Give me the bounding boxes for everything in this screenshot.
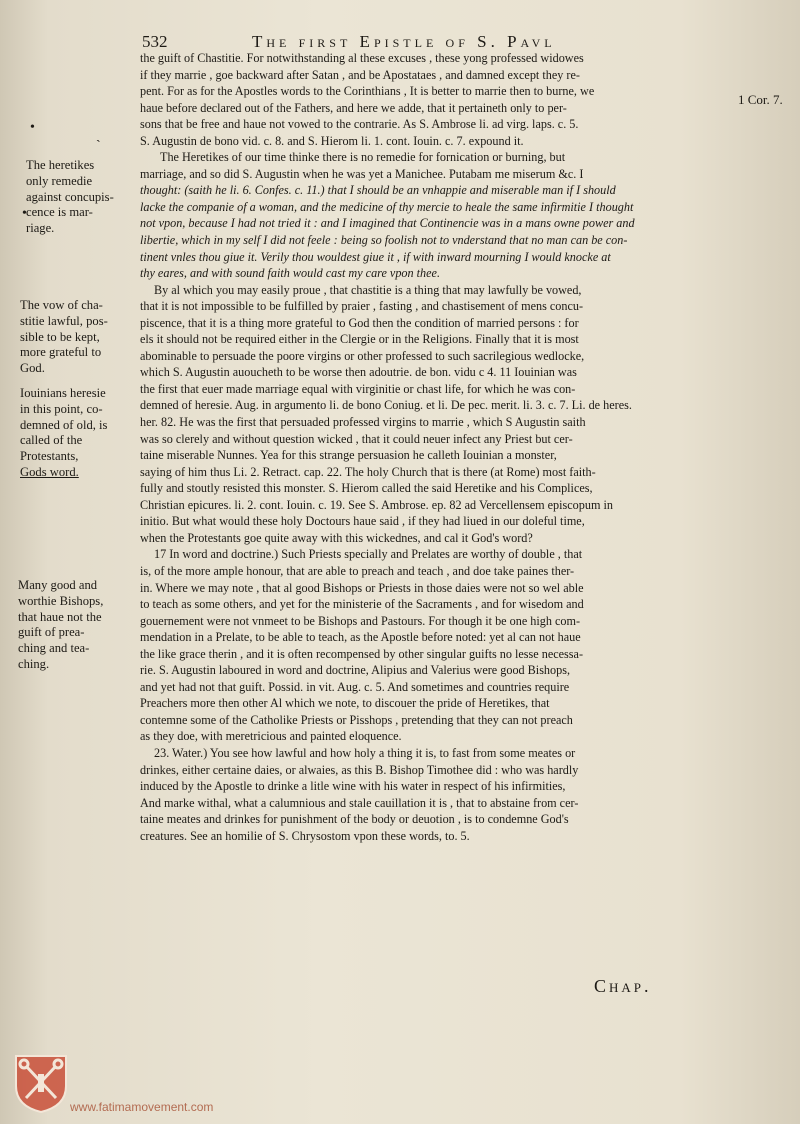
text-line: that it is not impossible to be fulfilled by praier , fasting , and chastisement of mens concu-: [140, 299, 584, 314]
text-line: which S. Augustin auoucheth to be worse then adoutrie. de bon. vidu c 4. 11 Iouinian was: [140, 365, 577, 380]
side-note-line: called of the: [20, 433, 83, 448]
text-line: piscence, that it is a thing more grateful to God then the condition of married persons : for: [140, 315, 579, 330]
text-line: marriage, and so did S. Augustin when he was yet a Manichee. Putabam me miserum &c. I: [140, 166, 584, 181]
side-note-line: The vow of cha-: [20, 298, 103, 312]
paragraph-3: [140, 282, 740, 547]
text-line: fully and stoutly resisted this monster. S. Hierom called the said Heretike and his Complices,: [140, 481, 593, 496]
watermark-url[interactable]: www.fatimamovement.com: [70, 1100, 214, 1114]
text-line: contemne some of the Catholike Priests or Pisshops , pretending that they can not preach: [140, 712, 573, 727]
side-note-bishops: [18, 578, 103, 673]
text-line: the guift of Chastitie. For notwithstanding al these excuses , these yong professed widowes: [140, 51, 584, 65]
text-line: taine miserable Nunnes. Yea for this strange persuasion he calleth Iouinian a monster,: [140, 448, 557, 463]
paragraph-5: [140, 745, 740, 844]
text-line: initio. But what would these holy Doctours haue said , if they had liued in our doleful time,: [140, 514, 585, 529]
side-note-line: Gods word.: [20, 464, 79, 479]
paragraph-2: [140, 149, 740, 281]
side-note-line: worthie Bishops,: [18, 593, 104, 608]
text-line: taine meates and drinkes for punishment of the body or deuotion , is to condemne God's: [140, 812, 569, 827]
side-note-heretikes: [26, 158, 114, 237]
text-line: drinkes, either certaine daies, or alwaies, as this B. Bishop Timothee did : who was hardly: [140, 762, 579, 777]
text-line: thought: (saith he li. 6. Confes. c. 11.) that I should be an vnhappie and miserable man if I should: [140, 183, 616, 198]
text-line: to teach as some others, and yet for the ministerie of the Sacraments , and for wisedom and: [140, 597, 584, 612]
margin-mark-icon: ˏ: [96, 128, 101, 143]
side-note-line: against concupis-: [26, 189, 114, 204]
text-line: her. 82. He was the first that persuaded professed virgins to marrie , which S Augustin saith: [140, 415, 586, 430]
text-line: when the Protestants goe quite away with this wickednes, and cal it God's word?: [140, 530, 533, 545]
text-line: libertie, which in my self I did not feele : being so foolish not to vnderstand that no man can be con-: [140, 233, 628, 248]
text-line: demned of heresie. Aug. in argumento li. de bono Coniug. et li. De pec. merit. li. 3. c. 7. Li. de heres.: [140, 398, 632, 413]
text-line: 23. Water.) You see how lawful and how holy a thing it is, to fast from some meates or: [154, 745, 576, 760]
text-line: thy eares, and with sound faith would cast my care vpon thee.: [140, 266, 441, 281]
text-line: sons that be free and haue not vowed to the contrarie. As S. Ambrose li. ad virg. laps. c. 5.: [140, 117, 579, 132]
text-line: creatures. See an homilie of S. Chrysostom vpon these words, to. 5.: [140, 828, 470, 843]
text-line: in. Where we may note , that al good Bishops or Priests in those daies were not so wel able: [140, 580, 584, 595]
side-note-line: that haue not the: [18, 609, 102, 624]
margin-mark-icon: •: [30, 120, 35, 135]
text-line: 17 In word and doctrine.) Such Priests specially and Prelates are worthy of double , that: [154, 547, 583, 562]
text-line: as they doe, with meretricious and painted eloquence.: [140, 729, 402, 744]
text-line: Preachers more then other Al which we note, to discouer the pride of Heretikes, that: [140, 696, 550, 711]
side-note-line: guift of prea-: [18, 625, 85, 640]
side-note-line: Iouinians heresie: [20, 386, 106, 400]
text-line: Christian epicures. li. 2. cont. Iouin. c. 19. See S. Ambrose. ep. 82 ad Vercellensem episcopum in: [140, 497, 613, 512]
text-line: pent. For as for the Apostles words to the Corinthians , It is better to marrie then to burne, we: [140, 84, 595, 99]
paragraph-4: [140, 546, 740, 745]
text-line: saying of him thus Li. 2. Retract. cap. 22. The holy Church that is there (at Rome) most faith-: [140, 464, 596, 479]
side-note-line: cence is mar-: [26, 205, 93, 220]
side-note-line: riage.: [26, 221, 55, 236]
side-note-line: ching and tea-: [18, 641, 90, 656]
margin-reference: 1 Cor. 7.: [738, 92, 783, 107]
text-line: and yet had not that guift. Possid. in vit. Aug. c. 5. And sometimes and countries require: [140, 679, 570, 694]
text-line: By al which you may easily proue , that chastitie is a thing that may lawfully be vowed,: [154, 282, 582, 297]
running-title: The first Epistle of S. Pavl: [252, 32, 556, 51]
text-line: the like grace therin , and it is often recompensed by other singular guifts no lesse necessa-: [140, 646, 584, 661]
side-note-vow: [20, 298, 108, 377]
main-text-column: [140, 50, 740, 844]
page-number: 532: [142, 32, 168, 51]
side-note-iouinian: [20, 386, 107, 481]
side-note-line: The heretikes: [26, 158, 95, 172]
text-line: is, of the more ample honour, that are able to preach and teach , and doe take paines ther-: [140, 563, 575, 578]
catchword: Chap.: [594, 976, 652, 996]
text-line: haue before declared out of the Fathers, and here we adde, that it pertaineth only to per-: [140, 100, 567, 115]
side-note-line: God.: [20, 361, 45, 376]
crossed-keys-shield-icon: [12, 1052, 70, 1114]
text-line: was so clerely and without question wicked , that it could neuer infect any Priest but cer-: [140, 431, 573, 446]
text-line: not vpon, because I had not tried it : and I imagined that Continencie was in a mans owne power and: [140, 216, 635, 231]
side-note-line: in this point, co-: [20, 401, 103, 416]
side-note-line: Many good and: [18, 578, 98, 592]
text-line: S. Augustin de bono vid. c. 8. and S. Hierom li. 1. cont. Iouin. c. 7. expound it.: [140, 133, 524, 148]
text-line: els it should not be required either in the Clergie or in the Religions. Finally that it is most: [140, 332, 579, 347]
margin-mark-icon: •: [22, 206, 27, 221]
text-line: tinent vnles thou giue it. Verily thou wouldest giue it , if with inward mourning I would knocke at: [140, 249, 611, 264]
text-line: lacke the companie of a woman, and the medicine of thy mercie to heale the same infirmitie I thought: [140, 199, 634, 214]
paragraph-1: [140, 50, 740, 149]
side-note-line: ching.: [18, 656, 50, 671]
side-note-line: demned of old, is: [20, 417, 108, 432]
side-note-line: sible to be kept,: [20, 329, 100, 344]
text-line: the first that euer made marriage equal with virginitie or chast life, for which he was con-: [140, 381, 576, 396]
text-line: abominable to persuade the poore virgins or other professed to such sacrilegious wedlocke,: [140, 348, 585, 363]
text-line: rie. S. Augustin laboured in word and doctrine, Alipius and Valerius were good Bishops,: [140, 663, 571, 678]
text-line: gouernement were not vnmeet to be Bishops and Pastours. For though it be one high com-: [140, 613, 581, 628]
text-line: The Heretikes of our time thinke there is no remedie for fornication or burning, but: [160, 150, 566, 165]
side-note-line: stitie lawful, pos-: [20, 313, 108, 328]
text-line: induced by the Apostle to drinke a litle wine with his water in respect of his infirmities,: [140, 779, 566, 794]
text-line: And marke withal, what a calumnious and stale cauillation it is , that to abstaine from cer-: [140, 795, 579, 810]
text-line: mendation in a Prelate, to be able to teach, as the Apostle before noted: yet al can not haue: [140, 630, 581, 645]
side-note-line: more grateful to: [20, 345, 102, 360]
text-line: if they marrie , goe backward after Satan , and be Apostataes , and damned except they re-: [140, 67, 580, 82]
side-note-line: Protestants,: [20, 449, 79, 464]
side-note-line: only remedie: [26, 173, 93, 188]
